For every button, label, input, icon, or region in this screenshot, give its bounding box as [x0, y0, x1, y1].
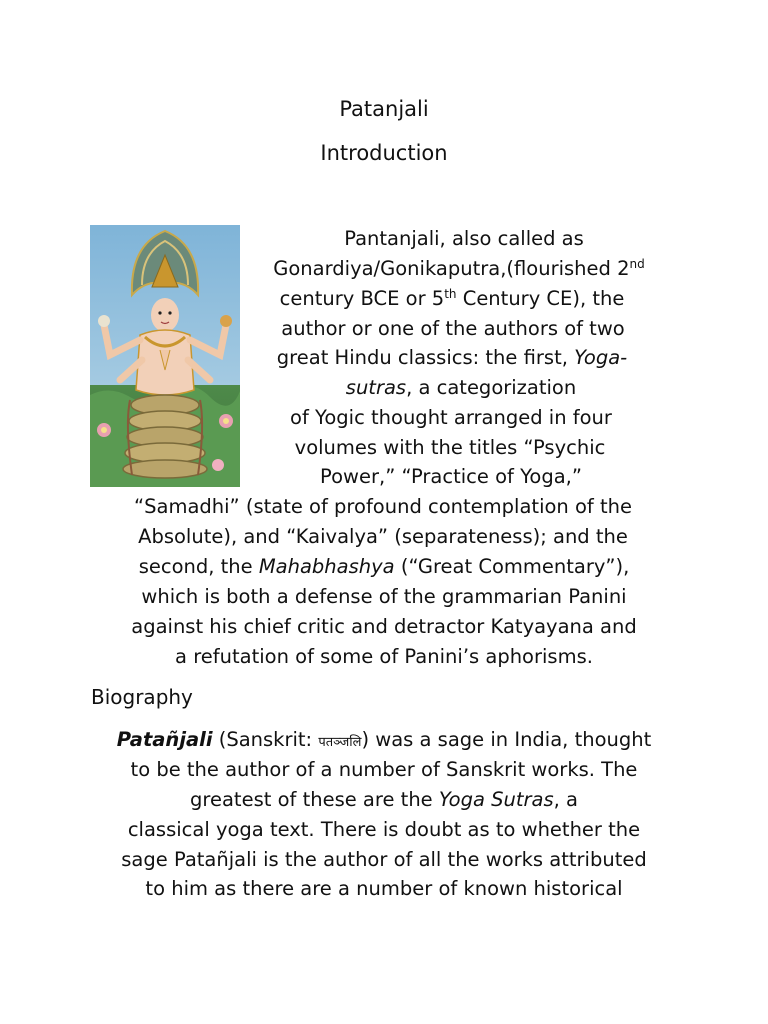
intro-line-10: “Samadhi” (state of profound contemplation of the — [134, 495, 632, 518]
bio-line-1: Patañjali (Sanskrit: पतञ्जलि) was a sage in India, thought — [116, 728, 652, 751]
bio-line-2: to be the author of a number of Sanskrit works. The — [130, 758, 638, 781]
intro-line-1: Pantanjali, also called as — [344, 227, 584, 250]
section-heading-biography: Biography — [91, 685, 193, 709]
intro-line-5: great Hindu classics: the first, Yoga- — [276, 346, 628, 369]
intro-line-7: of Yogic thought arranged in four — [290, 406, 612, 429]
intro-line-14: against his chief critic and detractor Katyayana and — [131, 615, 637, 638]
intro-line-13: which is both a defense of the grammarian Panini — [141, 585, 627, 608]
intro-line-8: volumes with the titles “Psychic — [294, 436, 606, 459]
bio-line-5: sage Patañjali is the author of all the works attributed — [121, 848, 647, 871]
intro-line-4: author or one of the authors of two — [281, 317, 625, 340]
patanjali-painting-image — [90, 225, 240, 487]
intro-line-15: a refutation of some of Panini’s aphorisms. — [175, 645, 593, 668]
bio-line-3: greatest of these are the Yoga Sutras, a — [190, 788, 578, 811]
intro-line-6: sutras, a categorization — [345, 376, 577, 399]
sanskrit-name: पतञ्जलि — [318, 735, 362, 750]
bio-line-4: classical yoga text. There is doubt as to whether the — [127, 818, 641, 841]
intro-line-9: Power,” “Practice of Yoga,” — [320, 465, 582, 488]
section-title-introduction: Introduction — [320, 141, 448, 165]
intro-line-11: Absolute), and “Kaivalya” (separateness); and the — [138, 525, 628, 548]
bio-line-6: to him as there are a number of known historical — [145, 877, 623, 900]
intro-line-2: Gonardiya/Gonikaputra,(flourished 2nd — [273, 257, 645, 280]
intro-line-12: second, the Mahabhashya (“Great Commentary”), — [138, 555, 630, 578]
intro-line-3: century BCE or 5th Century CE), the — [279, 287, 625, 310]
page-title: Patanjali — [339, 97, 429, 121]
